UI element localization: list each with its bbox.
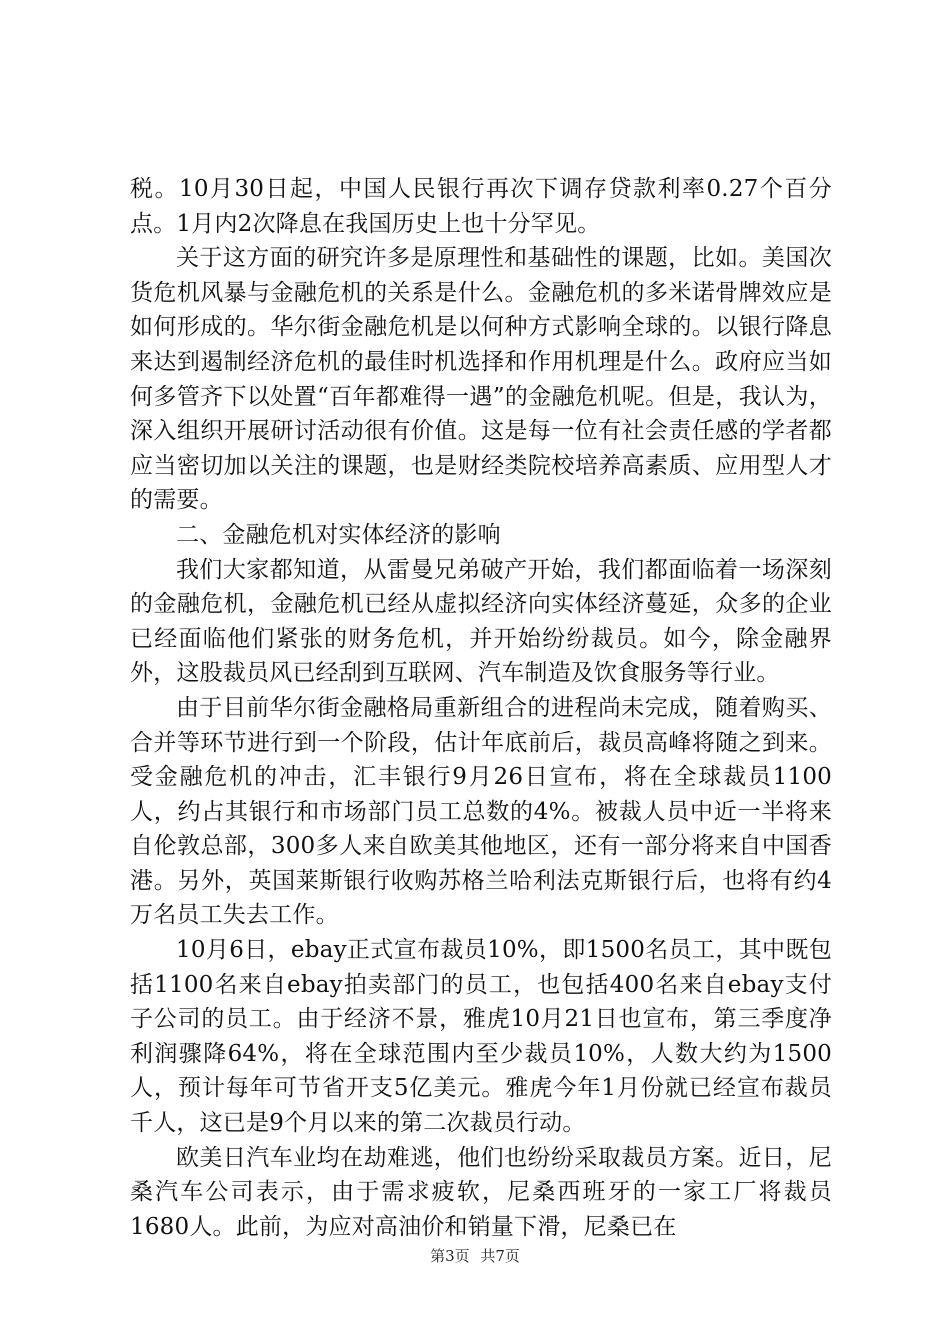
- page-footer: [0, 1245, 950, 1266]
- paragraph-continuation: 税。10月30日起，中国人民银行再次下调存贷款利率0.27个百分点。1月内2次降息在我国历史上也十分罕见。: [130, 176, 832, 237]
- page-total: 共7页: [480, 1247, 520, 1265]
- document-body: [130, 172, 832, 1244]
- paragraph-hsbc-layoffs: 由于目前华尔街金融格局重新组合的进程尚未完成，随着购买、合并等环节进行到一个阶段，估计年底前后，裁员高峰将随之到来。受金融危机的冲击，汇丰银行9月26日宣布，将在全球裁员1100人，约占其银行和市场部门员工总数的4%。被裁人员中近一半将来自伦敦总部，300多人来自欧美其他地区，还有一部分将来自中国香港。另外，英国莱斯银行收购苏格兰哈利法克斯银行后，也将有约4万名员工失去工作。: [130, 694, 832, 929]
- page-number: 第3页: [430, 1247, 470, 1265]
- paragraph-crisis-intro: 我们大家都知道，从雷曼兄弟破产开始，我们都面临着一场深刻的金融危机，金融危机已经从虚拟经济向实体经济蔓延，众多的企业已经面临他们紧张的财务危机，并开始纷纷裁员。如今，除金融界外，这股裁员风已经刮到互联网、汽车制造及饮食服务等行业。: [130, 556, 832, 687]
- paragraph-auto-industry: 欧美日汽车业均在劫难逃，他们也纷纷采取裁员方案。近日，尼桑汽车公司表示，由于需求疲软，尼桑西班牙的一家工厂将裁员1680人。此前，为应对高油价和销量下滑，尼桑已在: [130, 1144, 832, 1240]
- paragraph-research-topics: 关于这方面的研究许多是原理性和基础性的课题，比如。美国次货危机风暴与金融危机的关系是什么。金融危机的多米诺骨牌效应是如何形成的。华尔街金融危机是以何种方式影响全球的。以银行降息来达到遏制经济危机的最佳时机选择和作用机理是什么。政府应当如何多管齐下以处置“百年都难得一遇”的金融危机呢。但是，我认为，深入组织开展研讨活动很有价值。这是每一位有社会责任感的学者都应当密切加以关注的课题，也是财经类院校培养高素质、应用型人才的需要。: [130, 245, 832, 514]
- paragraph-ebay-yahoo: 10月6日，ebay正式宣布裁员10%，即1500名员工，其中既包括1100名来自ebay拍卖部门的员工，也包括400名来自ebay支付子公司的员工。由于经济不景，雅虎10月21日也宣布，第三季度净利润骤降64%，将在全球范围内至少裁员10%，人数大约为1500人，预计每年可节省开支5亿美元。雅虎今年1月份就已经宣布裁员千人，这已是9个月以来的第二次裁员行动。: [130, 937, 832, 1137]
- section-heading: 二、金融危机对实体经济的影响: [176, 521, 501, 548]
